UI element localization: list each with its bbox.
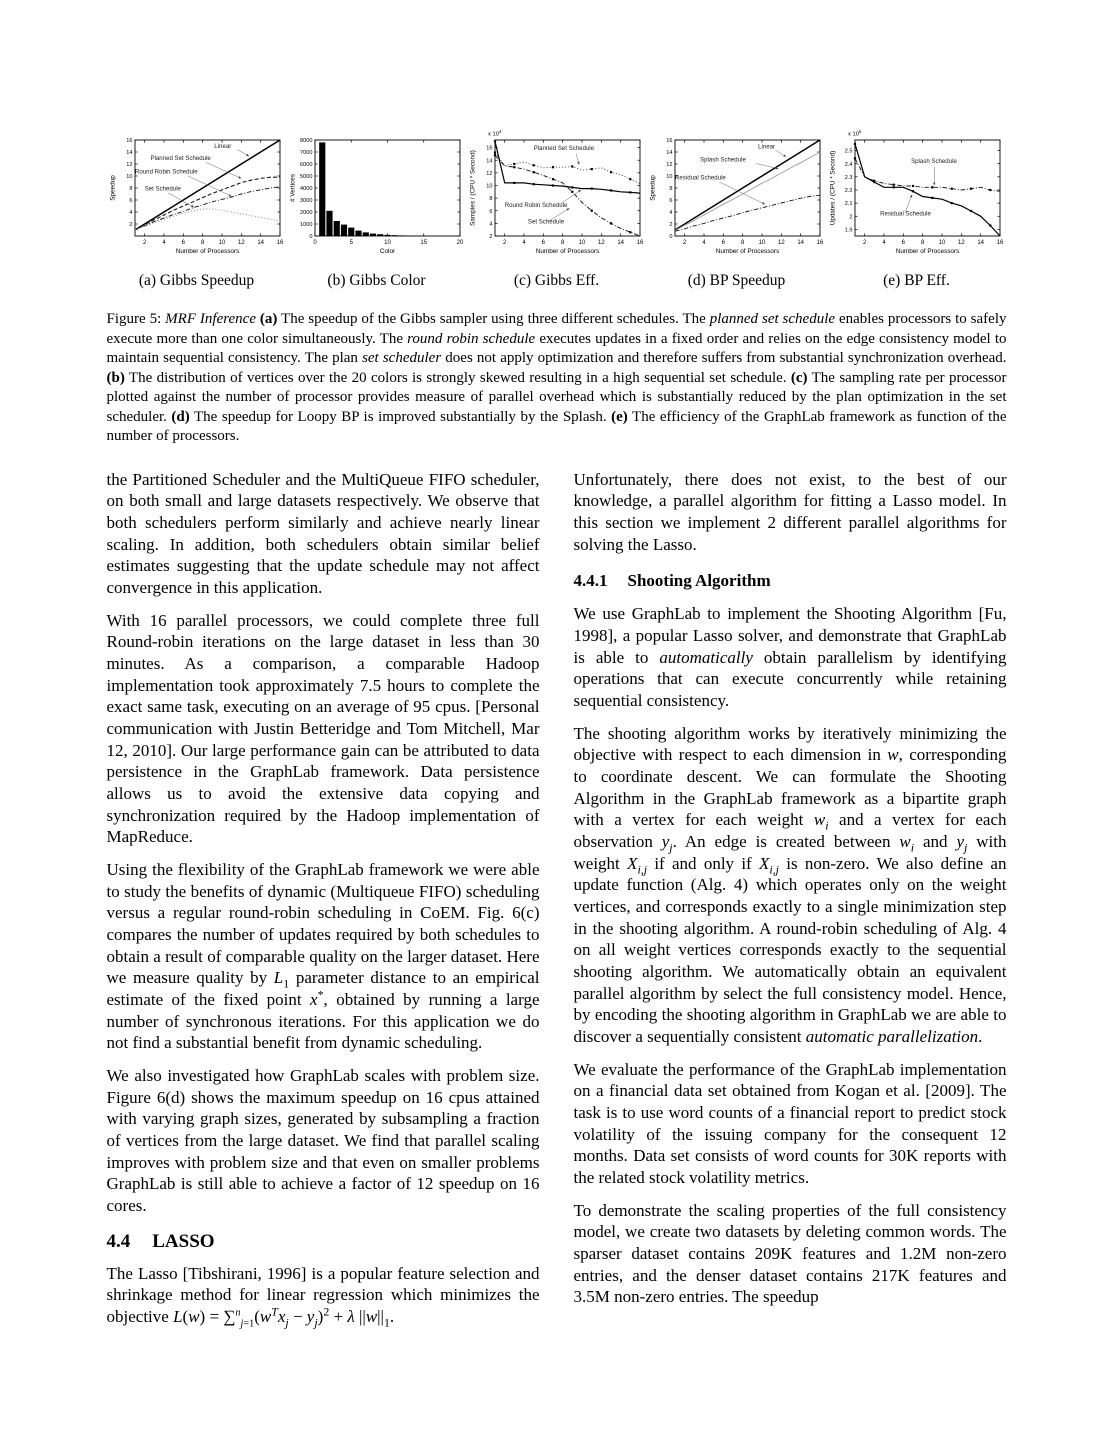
svg-text:16: 16 — [816, 240, 823, 246]
svg-text:2: 2 — [142, 240, 146, 246]
svg-text:16: 16 — [276, 240, 283, 246]
section-number: 4.4 — [106, 1230, 131, 1252]
svg-text:8: 8 — [200, 240, 204, 246]
svg-text:8: 8 — [668, 186, 672, 193]
subsection-heading-shooting-algorithm — [574, 571, 1007, 591]
svg-text:14: 14 — [616, 240, 624, 246]
svg-text:x 104: x $10^4$ — [487, 129, 501, 138]
svg-text:4: 4 — [668, 210, 672, 217]
svg-text:Round Robin Schedule: Round Robin Schedule — [134, 168, 198, 176]
svg-text:8: 8 — [128, 186, 132, 193]
paragraph: To demonstrate the scaling properties of the full consistency model, we create two datasets by deleting common words. The sparser dataset contains 209K features and 1.2M non-zero entries, and the denser dataset contains 217K features and 3.5M non-zero entries. The speedup — [573, 1200, 1007, 1307]
bp-speedup-plot — [647, 126, 827, 268]
svg-text:Splash Schedule: Splash Schedule — [910, 158, 957, 165]
svg-text:Planned Set Schedule: Planned Set Schedule — [150, 154, 211, 162]
svg-text:2.2: 2.2 — [844, 188, 852, 195]
svg-text:Samples / (CPU * Second): Samples / (CPU * Second) — [469, 150, 476, 226]
svg-text:16: 16 — [125, 138, 132, 145]
gibbs-efficiency-plot — [467, 126, 647, 268]
svg-text:4: 4 — [701, 240, 706, 246]
svg-text:Linear: Linear — [213, 142, 231, 150]
svg-text:4: 4 — [161, 240, 166, 246]
svg-text:5: 5 — [349, 240, 353, 246]
svg-text:Splash Schedule: Splash Schedule — [699, 156, 746, 164]
subcaption-d: (d) BP Speedup — [687, 272, 786, 289]
chart-bp-efficiency — [827, 126, 1007, 290]
svg-text:12: 12 — [485, 170, 492, 177]
subsection-number: 4.4.1 — [573, 571, 608, 591]
svg-text:2.5: 2.5 — [844, 148, 852, 155]
svg-text:Updates / (CPU * Second): Updates / (CPU * Second) — [829, 150, 836, 226]
gibbs-speedup-plot — [107, 126, 287, 268]
svg-text:Set Schedule: Set Schedule — [144, 185, 181, 193]
svg-text:20: 20 — [456, 240, 463, 246]
svg-text:2: 2 — [682, 240, 686, 246]
svg-text:10: 10 — [578, 240, 585, 246]
section-heading-lasso — [107, 1231, 540, 1253]
chart-gibbs-speedup — [107, 126, 287, 290]
svg-text:Number of Processors: Number of Processors — [895, 248, 959, 255]
svg-text:12: 12 — [237, 240, 245, 246]
svg-text:Residual Schedule: Residual Schedule — [879, 210, 931, 218]
svg-text:4000: 4000 — [299, 186, 312, 193]
paragraph: Unfortunately, there does not exist, to the best of our knowledge, a parallel algorithm for fitting a Lasso model. In this section we implement 2 different parallel algorithms for solving the Lasso. — [573, 469, 1007, 554]
svg-text:7000: 7000 — [299, 150, 312, 157]
svg-text:16: 16 — [996, 240, 1003, 246]
svg-text:8: 8 — [920, 240, 924, 246]
svg-text:15: 15 — [419, 240, 427, 246]
paragraph: Using the flexibility of the GraphLab framework we were able to study the benefits of dynamic (Multiqueue FIFO) scheduling versus a regular round-robin scheduling in CoEM. Fig. 6(c) compares the number of updates required by both schedules to obtain a result of comparable quality on the larger dataset. Here we measure quality by $L_1$ parameter distance to an empirical estimate of the fixed point x*, obtained by running a large number of synchronous iterations. For this application we do not find a substantial benefit from dynamic scheduling. — [106, 859, 540, 1053]
svg-text:6: 6 — [128, 198, 132, 205]
svg-text:Number of Processors: Number of Processors — [175, 248, 239, 255]
svg-text:6: 6 — [668, 198, 672, 205]
svg-text:6: 6 — [901, 240, 905, 246]
svg-text:4: 4 — [881, 240, 886, 246]
svg-text:10: 10 — [383, 240, 391, 246]
svg-text:Speedup: Speedup — [649, 175, 656, 201]
svg-text:4: 4 — [521, 240, 526, 246]
right-column — [574, 469, 1007, 1339]
paragraph: With 16 parallel processors, we could complete three full Round-robin iterations on the large dataset in less than 30 minutes. As a comparison, a comparable Hadoop implementation took approximately 7.5 hours to complete the exact same task, executing on an average of 95 cpus. [Personal communication with Justin Betteridge and Tom Mitchell, Mar 12, 2010]. Our large performance gain can be attributed to data persistence in the GraphLab framework. Data persistence allows us to avoid the extensive data copying and synchronization required by the Hadoop implementation of MapReduce. — [106, 610, 540, 847]
page-content — [107, 0, 1007, 1339]
left-column — [107, 469, 540, 1339]
gibbs-color-histogram — [287, 126, 467, 268]
figure-caption: Figure 5: MRF Inference (a) The speedup of the Gibbs sampler using three different schedules. The planned set schedule enables processors to safely execute more than one color simultaneously. The round robin schedule executes updates in a fixed order and relies on the edge consistency model to maintain sequential consistency. The plan set scheduler does not apply optimization and therefore suffers from substantial synchronization overhead. (b) The distribution of vertices over the 20 colors is strongly skewed resulting in a high sequential set schedule. (c) The sampling rate per processor plotted against the number of processor provides measure of parallel overhead which is substantially reduced by the plan optimization in the set scheduler. (d) The speedup for Loopy BP is improved substantially by the Splash. (e) The efficiency of the GraphLab framework as function of the number of processors. — [106, 311, 1007, 444]
svg-text:14: 14 — [665, 150, 672, 157]
svg-text:1000: 1000 — [299, 222, 312, 229]
svg-text:4: 4 — [488, 221, 492, 228]
svg-text:2: 2 — [502, 240, 506, 246]
svg-text:2000: 2000 — [299, 210, 312, 217]
svg-text:2: 2 — [488, 234, 492, 241]
section-title: LASSO — [152, 1230, 215, 1252]
two-column-body — [107, 469, 1007, 1339]
svg-text:12: 12 — [957, 240, 965, 246]
svg-text:5000: 5000 — [299, 174, 312, 181]
svg-text:6: 6 — [721, 240, 725, 246]
svg-text:Linear: Linear — [757, 143, 775, 151]
subcaption-b: (b) Gibbs Color — [327, 272, 426, 289]
svg-text:2: 2 — [862, 240, 866, 246]
paragraph: The shooting algorithm works by iteratively minimizing the objective with respect to each dimension in w, corresponding to coordinate descent. We can formulate the Shooting Algorithm in the GraphLab framework as a bipartite graph with a vertex for each weight $w_i$ and a vertex for each observation $y_j$. An edge is created between $w_i$ and $y_j$ with weight $X_{i,j}$ if and only if $X_{i,j}$ is non-zero. We also define an update function (Alg. 4) which operates only on the weight vertices, and corresponds exactly to a single minimization step in the shooting algorithm. A round-robin scheduling of Alg. 4 on all weight vertices corresponds exactly to the sequential shooting algorithm. We automatically obtain an equivalent parallel algorithm by select the full consistency model. Hence, by encoding the shooting algorithm in GraphLab we are able to discover a sequentially consistent automatic parallelization. — [573, 723, 1007, 1046]
svg-text:10: 10 — [125, 174, 132, 181]
svg-text:10: 10 — [758, 240, 765, 246]
svg-text:8000: 8000 — [299, 138, 312, 145]
svg-text:10: 10 — [485, 183, 492, 190]
svg-text:8: 8 — [740, 240, 744, 246]
chart-gibbs-color — [287, 126, 467, 290]
svg-text:2.4: 2.4 — [844, 161, 852, 168]
svg-text:6000: 6000 — [299, 162, 312, 169]
subcaption-e: (e) BP Eff. — [883, 272, 950, 289]
svg-text:8: 8 — [488, 196, 492, 203]
svg-text:8: 8 — [560, 240, 564, 246]
paragraph: We use GraphLab to implement the Shooting Algorithm [Fu, 1998], a popular Lasso solver, and demonstrate that GraphLab is able to automatically obtain parallelism by identifying operations that can execute concurrently while retaining sequential consistency. — [573, 604, 1007, 710]
paragraph: the Partitioned Scheduler and the MultiQueue FIFO scheduler, on both small and large datasets respectively. We observe that both schedulers perform similarly and achieve nearly linear scaling. In addition, both schedulers obtain similar belief estimates suggesting that the update schedule may not affect convergence in this application. — [106, 469, 540, 597]
svg-text:x 105: x $10^5$ — [847, 129, 861, 138]
svg-text:16: 16 — [636, 240, 643, 246]
svg-text:16: 16 — [485, 145, 492, 152]
svg-text:# Vertices: # Vertices — [289, 173, 296, 203]
svg-text:Planned Set Schedule: Planned Set Schedule — [533, 145, 594, 153]
svg-text:2.1: 2.1 — [844, 201, 852, 208]
subsection-title: Shooting Algorithm — [627, 571, 771, 591]
svg-text:4: 4 — [128, 210, 132, 217]
svg-text:3000: 3000 — [299, 198, 312, 205]
svg-text:12: 12 — [125, 162, 132, 169]
svg-text:12: 12 — [777, 240, 785, 246]
paragraph: We evaluate the performance of the GraphLab implementation on a financial data set obtained from Kogan et al. [2009]. The task is to use word counts of a financial report to predict stock volatility of the issuing company for the consequent 12 months. Data set consists of word counts for 30K reports with the related stock volatility metrics. — [573, 1059, 1007, 1187]
svg-text:Color: Color — [379, 248, 395, 255]
svg-text:2: 2 — [668, 222, 672, 229]
svg-text:2: 2 — [848, 214, 852, 221]
svg-text:2.3: 2.3 — [844, 174, 852, 181]
svg-text:0: 0 — [668, 234, 672, 241]
figure-5-panels — [107, 126, 1007, 290]
svg-text:14: 14 — [125, 150, 132, 157]
paragraph: We also investigated how GraphLab scales with problem size. Figure 6(d) shows the maximum speedup on 16 cpus attained with varying graph sizes, generated by subsampling a fraction of vertices from the large dataset. We find that parallel scaling improves with problem size and that even on smaller problems GraphLab is still able to achieve a factor of 12 speedup on 16 cores. — [106, 1065, 540, 1215]
svg-text:10: 10 — [218, 240, 225, 246]
svg-text:0: 0 — [308, 234, 312, 241]
svg-text:14: 14 — [796, 240, 804, 246]
svg-text:1.9: 1.9 — [844, 227, 852, 234]
svg-text:6: 6 — [181, 240, 185, 246]
svg-text:Number of Processors: Number of Processors — [715, 248, 779, 255]
subcaption-c: (c) Gibbs Eff. — [513, 272, 600, 289]
svg-text:Set Schedule: Set Schedule — [527, 218, 564, 226]
svg-text:Speedup: Speedup — [109, 175, 116, 201]
svg-text:6: 6 — [541, 240, 545, 246]
svg-text:2: 2 — [128, 222, 132, 229]
svg-text:12: 12 — [665, 162, 672, 169]
subcaption-a: (a) Gibbs Speedup — [138, 272, 255, 289]
svg-text:6: 6 — [488, 208, 492, 215]
svg-text:10: 10 — [665, 174, 672, 181]
paragraph: The Lasso [Tibshirani, 1996] is a popular feature selection and shrinkage method for linear regression which minimizes the objective $L(w) = \sum^n_{j=1}(w^Tx_j - y_j)^2 + \lambda$ $||w||_1$. — [106, 1263, 540, 1330]
svg-text:12: 12 — [597, 240, 605, 246]
bp-efficiency-plot — [827, 126, 1007, 268]
chart-bp-speedup — [647, 126, 827, 290]
svg-text:14: 14 — [485, 158, 492, 165]
svg-text:14: 14 — [976, 240, 984, 246]
svg-text:Round Robin Schedule: Round Robin Schedule — [504, 201, 567, 209]
svg-text:16: 16 — [665, 138, 672, 145]
svg-text:Number of Processors: Number of Processors — [535, 248, 599, 255]
svg-text:10: 10 — [938, 240, 945, 246]
svg-text:14: 14 — [256, 240, 264, 246]
chart-gibbs-efficiency — [467, 126, 647, 290]
svg-text:0: 0 — [312, 240, 317, 246]
svg-text:Residual Schedule: Residual Schedule — [674, 174, 726, 182]
